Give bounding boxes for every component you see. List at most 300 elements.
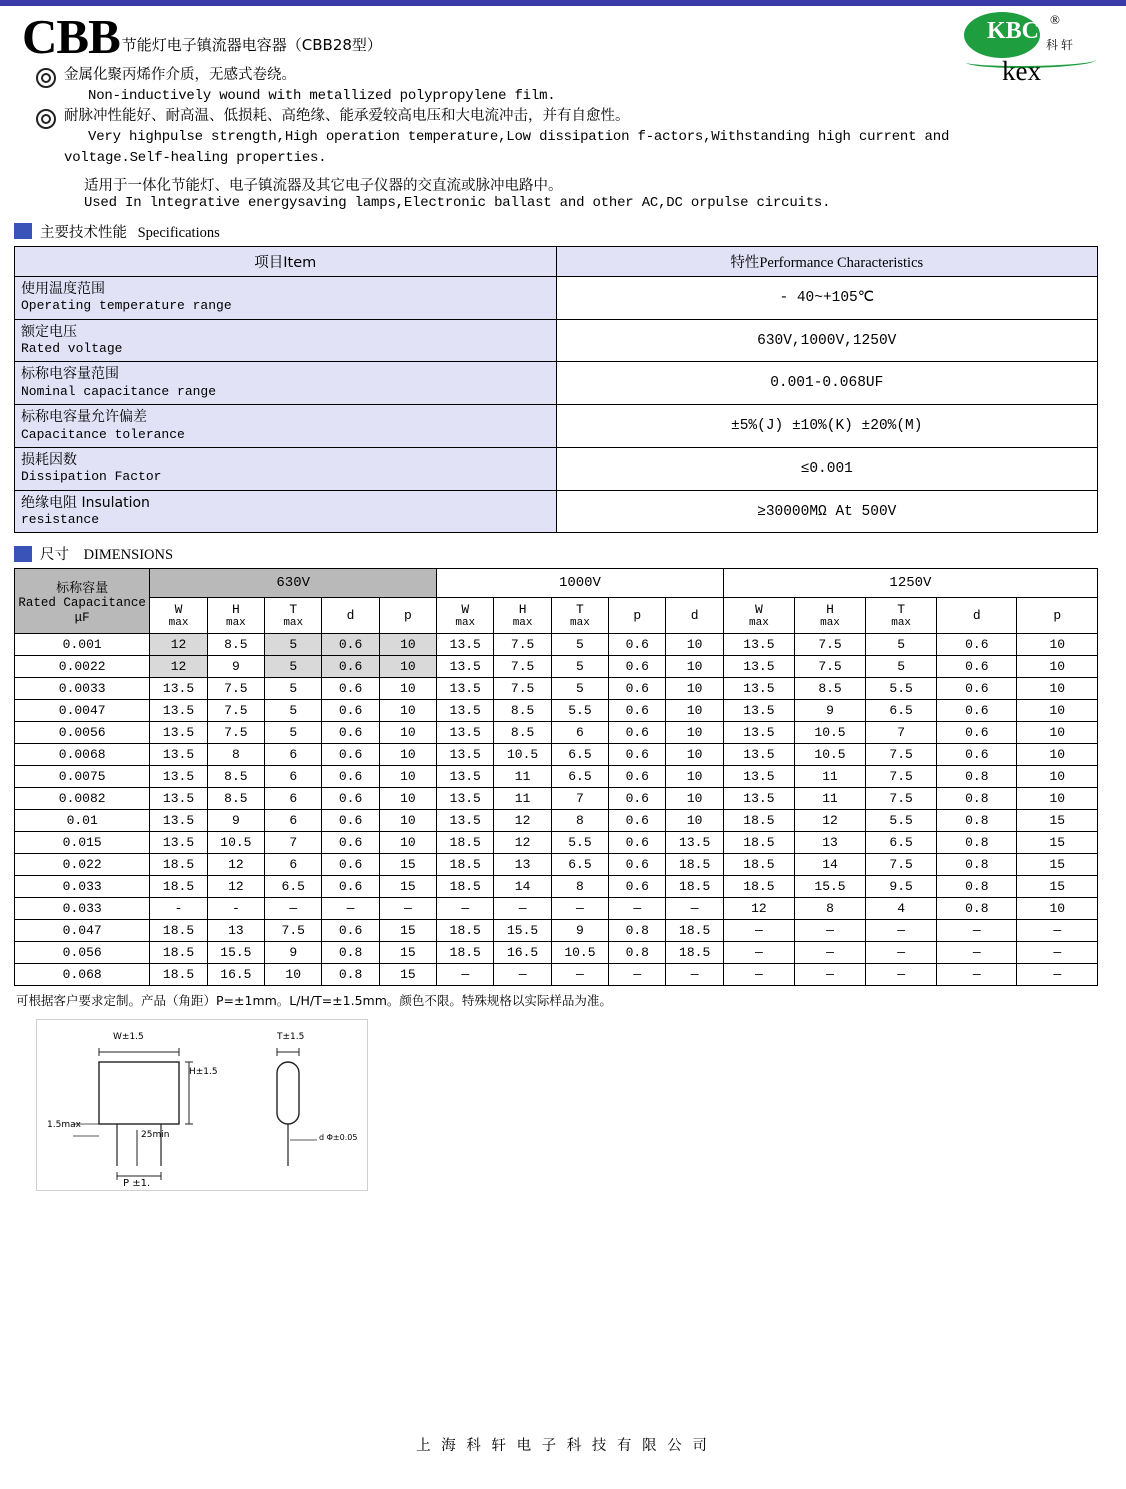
spec-label-en: resistance <box>21 512 100 528</box>
dims-value-cell: 18.5 <box>150 854 207 876</box>
dims-capacitance-cell: 0.0068 <box>15 744 150 766</box>
dims-value-cell: 0.6 <box>322 634 379 656</box>
dims-value-cell: 13.5 <box>723 788 794 810</box>
table-row <box>15 964 1098 986</box>
dims-value-cell: 10 <box>666 810 723 832</box>
dims-value-cell: — <box>866 964 937 986</box>
spec-label-cn: 绝缘电阻 Insulation <box>21 494 150 511</box>
table-row <box>15 766 1098 788</box>
dims-value-cell: 13.5 <box>723 678 794 700</box>
dims-value-cell: 6.5 <box>551 744 608 766</box>
table-row <box>15 319 1098 362</box>
max-label: max <box>570 617 590 630</box>
dims-value-cell: — <box>494 898 551 920</box>
cap-header-en2: μF <box>74 610 90 625</box>
spec-row-label-5 <box>15 490 557 533</box>
dims-value-cell: 10 <box>379 766 436 788</box>
max-label: max <box>168 617 189 630</box>
dims-value-cell: 0.6 <box>937 678 1017 700</box>
dims-value-cell: 10 <box>1017 788 1098 810</box>
dims-value-cell: 0.8 <box>937 766 1017 788</box>
dims-value-cell: 5 <box>551 678 608 700</box>
dims-capacitance-cell: 0.0033 <box>15 678 150 700</box>
table-row <box>15 722 1098 744</box>
dims-value-cell: 18.5 <box>437 876 494 898</box>
table-row <box>15 810 1098 832</box>
spec-section-heading <box>14 221 1126 242</box>
spec-header-performance <box>556 246 1098 276</box>
dims-value-cell: 5.5 <box>551 700 608 722</box>
dims-capacitance-cell: 0.068 <box>15 964 150 986</box>
dims-value-cell: 7.5 <box>494 678 551 700</box>
dims-value-cell: 12 <box>494 832 551 854</box>
max-label: max <box>512 617 533 630</box>
drawing-label-h: H±1.5 <box>189 1067 218 1078</box>
dims-value-cell: 0.6 <box>609 766 666 788</box>
dims-value-cell: 15.5 <box>207 942 264 964</box>
dims-value-cell: 8 <box>207 744 264 766</box>
dims-value-cell: 0.6 <box>322 832 379 854</box>
dims-value-cell: 9 <box>207 656 264 678</box>
dims-value-cell: 12 <box>207 876 264 898</box>
table-row <box>15 634 1098 656</box>
max-label: max <box>749 617 769 630</box>
dims-value-cell: 0.6 <box>322 788 379 810</box>
subheader-label: T <box>897 602 906 618</box>
dims-value-cell: 10 <box>265 964 322 986</box>
subheader-630-W <box>150 598 207 634</box>
dims-value-cell: 0.6 <box>609 854 666 876</box>
dims-value-cell: — <box>723 942 794 964</box>
dims-value-cell: 7 <box>551 788 608 810</box>
dims-value-cell: 13.5 <box>437 766 494 788</box>
dims-value-cell: 18.5 <box>150 942 207 964</box>
dims-value-cell: 13 <box>794 832 865 854</box>
subheader-1250-W <box>723 598 794 634</box>
dims-value-cell: — <box>609 898 666 920</box>
dims-value-cell: 0.6 <box>937 744 1017 766</box>
section-marker-icon <box>14 223 32 239</box>
dims-value-cell: 18.5 <box>666 854 723 876</box>
dims-value-cell: 0.6 <box>322 656 379 678</box>
dims-value-cell: 0.8 <box>937 854 1017 876</box>
dims-value-cell: 0.8 <box>937 898 1017 920</box>
spec-label-en: Dissipation Factor <box>21 469 162 485</box>
dims-value-cell: 15 <box>379 942 436 964</box>
specifications-table <box>14 246 1098 534</box>
table-row <box>15 700 1098 722</box>
dims-value-cell: 7.5 <box>794 656 865 678</box>
dims-value-cell: 6 <box>265 810 322 832</box>
spec-row-label-3 <box>15 405 557 448</box>
dims-value-cell: 5 <box>265 634 322 656</box>
dims-value-cell: 18.5 <box>437 920 494 942</box>
dims-value-cell: 10 <box>1017 766 1098 788</box>
dims-value-cell: 12 <box>150 634 207 656</box>
dims-value-cell: 9 <box>207 810 264 832</box>
dims-value-cell: - <box>207 898 264 920</box>
dims-value-cell: 0.6 <box>609 810 666 832</box>
dims-value-cell: 10 <box>379 678 436 700</box>
dims-value-cell: 13.5 <box>723 700 794 722</box>
dims-value-cell: 0.8 <box>322 964 379 986</box>
drawing-label-w: W±1.5 <box>113 1032 144 1043</box>
dims-value-cell: 13.5 <box>150 744 207 766</box>
title-row <box>22 9 1104 64</box>
dims-value-cell: 7.5 <box>494 634 551 656</box>
table-row <box>15 656 1098 678</box>
subheader-label: T <box>289 602 298 618</box>
dims-value-cell: 5 <box>265 722 322 744</box>
table-header-row <box>15 246 1098 276</box>
dims-value-cell: 13.5 <box>150 722 207 744</box>
dims-value-cell: 11 <box>794 766 865 788</box>
cap-header-en1: Rated Capacitance <box>18 595 146 610</box>
dims-value-cell: 6 <box>265 744 322 766</box>
dims-value-cell: 8.5 <box>494 722 551 744</box>
dims-value-cell: 7 <box>866 722 937 744</box>
dims-capacitance-cell: 0.047 <box>15 920 150 942</box>
usage-cn: 适用于一体化节能灯、电子镇流器及其它电子仪器的交直流或脉冲电路中。 <box>84 177 563 194</box>
dims-value-cell: 13.5 <box>150 788 207 810</box>
usage-block <box>22 174 1104 211</box>
dims-value-cell: 6 <box>265 788 322 810</box>
spec-row-value-1: 630V,1000V,1250V <box>556 319 1098 362</box>
dims-value-cell: 0.8 <box>609 942 666 964</box>
dims-capacitance-cell: 0.022 <box>15 854 150 876</box>
usage-en: Used In lntegrative energysaving lamps,Electronic ballast and other AC,DC orpulse circuits. <box>84 194 831 211</box>
dims-value-cell: 13.5 <box>437 810 494 832</box>
dims-value-cell: — <box>723 920 794 942</box>
dims-value-cell: — <box>494 964 551 986</box>
spec-header-item <box>15 246 557 276</box>
dims-heading-en: DIMENSIONS <box>83 547 174 564</box>
dims-value-cell: 0.6 <box>322 722 379 744</box>
dims-value-cell: 13 <box>207 920 264 942</box>
dims-value-cell: 7.5 <box>794 634 865 656</box>
dims-value-cell: 14 <box>494 876 551 898</box>
dims-value-cell: 10.5 <box>494 744 551 766</box>
dims-value-cell: 8.5 <box>207 788 264 810</box>
subheader-1250-d: d <box>937 598 1017 634</box>
dims-value-cell: 7.5 <box>866 766 937 788</box>
dims-value-cell: 13.5 <box>666 832 723 854</box>
dims-value-cell: 0.8 <box>609 920 666 942</box>
dims-value-cell: 7.5 <box>207 700 264 722</box>
dims-value-cell: 10 <box>1017 722 1098 744</box>
max-label: max <box>891 617 912 630</box>
dims-value-cell: — <box>1017 942 1098 964</box>
dims-value-cell: 5.5 <box>866 810 937 832</box>
dims-value-cell: 8 <box>551 876 608 898</box>
dims-value-cell: 7.5 <box>866 854 937 876</box>
spec-row-value-4: ≤0.001 <box>556 447 1098 490</box>
subheader-label: T <box>576 602 584 618</box>
table-row <box>15 405 1098 448</box>
dims-value-cell: 7.5 <box>265 920 322 942</box>
feature-2-en: Very highpulse strength,High operation temperature,Low dissipation f-actors,Withstanding high current and <box>88 129 950 146</box>
dims-value-cell: 8.5 <box>794 678 865 700</box>
max-label: max <box>820 617 840 630</box>
dims-value-cell: 10 <box>666 678 723 700</box>
dims-value-cell: 0.6 <box>322 920 379 942</box>
spec-label-cn: 标称电容量范围 <box>21 366 119 383</box>
dimensions-table <box>14 568 1098 986</box>
subheader-1000-H <box>494 598 551 634</box>
dims-value-cell: 7.5 <box>207 678 264 700</box>
dims-value-cell: 10 <box>379 722 436 744</box>
table-row <box>15 490 1098 533</box>
dims-value-cell: 0.6 <box>609 788 666 810</box>
dims-value-cell: 0.6 <box>609 744 666 766</box>
dims-capacitance-cell: 0.0075 <box>15 766 150 788</box>
subheader-630-H <box>207 598 264 634</box>
dims-capacitance-cell: 0.0082 <box>15 788 150 810</box>
page-header <box>0 6 1126 211</box>
dims-value-cell: 18.5 <box>150 920 207 942</box>
dims-value-cell: 10 <box>379 656 436 678</box>
dims-value-cell: 6.5 <box>866 832 937 854</box>
dims-value-cell: 0.6 <box>322 854 379 876</box>
dims-value-cell: — <box>437 898 494 920</box>
table-row <box>15 788 1098 810</box>
spec-heading-en: Specifications <box>137 224 220 241</box>
subheader-1250-T <box>866 598 937 634</box>
dims-value-cell: 8 <box>794 898 865 920</box>
spec-row-label-4 <box>15 447 557 490</box>
dims-value-cell: — <box>322 898 379 920</box>
dims-value-cell: 10 <box>1017 700 1098 722</box>
subheader-630-p: p <box>379 598 436 634</box>
registered-trademark-icon: ® <box>1050 12 1060 27</box>
dims-value-cell: 15 <box>379 876 436 898</box>
subheader-1000-d: d <box>666 598 723 634</box>
dims-value-cell: 0.6 <box>322 810 379 832</box>
dims-value-cell: — <box>265 898 322 920</box>
dims-value-cell: 13.5 <box>150 810 207 832</box>
feature-item-1 <box>22 65 1104 106</box>
dims-capacitance-header <box>15 569 150 634</box>
dims-capacitance-cell: 0.033 <box>15 898 150 920</box>
dims-value-cell: 13.5 <box>723 744 794 766</box>
dims-value-cell: — <box>866 920 937 942</box>
dims-value-cell: 13.5 <box>150 766 207 788</box>
dims-value-cell: 14 <box>794 854 865 876</box>
feature-1-cn: 金属化聚丙烯作介质，无感式卷绕。 <box>64 67 296 83</box>
dims-value-cell: 18.5 <box>150 964 207 986</box>
dims-value-cell: 10.5 <box>551 942 608 964</box>
logo-mark-text: KBC <box>986 18 1039 44</box>
dims-value-cell: 18.5 <box>437 854 494 876</box>
dims-value-cell: 6.5 <box>551 854 608 876</box>
max-label: max <box>225 617 246 630</box>
dims-value-cell: 9 <box>794 700 865 722</box>
dims-value-cell: 16.5 <box>494 942 551 964</box>
section-marker-icon <box>14 546 32 562</box>
dims-capacitance-cell: 0.0047 <box>15 700 150 722</box>
table-row <box>15 854 1098 876</box>
dims-value-cell: 5 <box>866 634 937 656</box>
dims-value-cell: 8 <box>551 810 608 832</box>
max-label: max <box>455 617 476 630</box>
subheader-label: H <box>231 602 240 618</box>
subheader-label: H <box>826 602 834 618</box>
dims-value-cell: 5 <box>551 656 608 678</box>
dims-value-cell: 11 <box>494 766 551 788</box>
dims-value-cell: — <box>1017 964 1098 986</box>
dims-value-cell: 15 <box>1017 876 1098 898</box>
dimensions-note: 可根据客户要求定制。产品（角距）P=±1mm。L/H/T=±1.5mm。颜色不限。特殊规格以实际样品为准。 <box>16 993 612 1009</box>
dims-value-cell: 18.5 <box>666 920 723 942</box>
dims-value-cell: 15.5 <box>794 876 865 898</box>
dims-value-cell: 10 <box>666 700 723 722</box>
dims-capacitance-cell: 0.01 <box>15 810 150 832</box>
dims-value-cell: 13.5 <box>723 634 794 656</box>
dims-value-cell: — <box>937 920 1017 942</box>
dims-value-cell: 10 <box>379 832 436 854</box>
spec-label-en: Nominal capacitance range <box>21 383 217 399</box>
dims-value-cell: 13.5 <box>437 722 494 744</box>
dimensions-table-body <box>15 634 1098 986</box>
spec-header-perf-en: Performance Characteristics <box>759 254 924 271</box>
company-logo <box>950 10 1100 84</box>
dims-subheader-row <box>15 598 1098 634</box>
voltage-group-1000: 1000V <box>437 569 724 598</box>
dims-value-cell: 12 <box>207 854 264 876</box>
dims-value-cell: 7.5 <box>866 788 937 810</box>
dims-value-cell: 0.8 <box>937 876 1017 898</box>
bullet-icon <box>36 109 56 129</box>
dims-value-cell: 13 <box>494 854 551 876</box>
spec-row-label-2 <box>15 362 557 405</box>
dims-value-cell: — <box>666 964 723 986</box>
table-row <box>15 832 1098 854</box>
dims-value-cell: 11 <box>794 788 865 810</box>
subheader-label: W <box>755 602 763 618</box>
dims-value-cell: 18.5 <box>723 876 794 898</box>
spec-label-en: Operating temperature range <box>21 298 232 314</box>
dims-value-cell: 0.8 <box>322 942 379 964</box>
dims-value-cell: 13.5 <box>437 634 494 656</box>
feature-1-en: Non-inductively wound with metallized polypropylene film. <box>88 88 556 105</box>
dims-value-cell: 10 <box>1017 744 1098 766</box>
dims-value-cell: 13.5 <box>150 678 207 700</box>
dims-value-cell: 7 <box>265 832 322 854</box>
dims-value-cell: 10 <box>666 656 723 678</box>
dims-value-cell: 8.5 <box>207 634 264 656</box>
dims-heading-cn: 尺寸 <box>40 547 69 564</box>
dims-value-cell: 7.5 <box>494 656 551 678</box>
dims-value-cell: 10 <box>666 744 723 766</box>
dims-value-cell: 10 <box>379 744 436 766</box>
dims-value-cell: 0.6 <box>322 876 379 898</box>
dims-value-cell: 10 <box>379 788 436 810</box>
dims-value-cell: 0.6 <box>322 678 379 700</box>
spec-row-value-0: - 40~+105℃ <box>556 276 1098 319</box>
dims-value-cell: 5 <box>866 656 937 678</box>
spec-row-label-1 <box>15 319 557 362</box>
spec-header-item-en: Item <box>283 254 317 271</box>
dims-value-cell: 9 <box>265 942 322 964</box>
dims-value-cell: 18.5 <box>723 810 794 832</box>
dims-value-cell: 15.5 <box>494 920 551 942</box>
dims-value-cell: 15 <box>1017 810 1098 832</box>
dims-value-cell: — <box>794 964 865 986</box>
dims-value-cell: — <box>551 898 608 920</box>
subheader-label: W <box>461 602 470 618</box>
table-row <box>15 898 1098 920</box>
feature-2-cn: 耐脉冲性能好、耐高温、低损耗、高绝缘、能承爱较高电压和大电流冲击，并有自愈性。 <box>64 108 630 125</box>
dims-value-cell: 10 <box>666 788 723 810</box>
dims-value-cell: — <box>609 964 666 986</box>
subheader-1250-H <box>794 598 865 634</box>
dims-value-cell: 18.5 <box>437 942 494 964</box>
dims-capacitance-cell: 0.015 <box>15 832 150 854</box>
dims-value-cell: 13.5 <box>437 656 494 678</box>
dims-value-cell: 6 <box>551 722 608 744</box>
dims-capacitance-cell: 0.0056 <box>15 722 150 744</box>
dims-value-cell: — <box>937 964 1017 986</box>
feature-list <box>22 65 1104 211</box>
dims-value-cell: 7.5 <box>207 722 264 744</box>
feature-item-2 <box>22 106 1104 168</box>
dims-value-cell: 0.6 <box>609 678 666 700</box>
table-row <box>15 942 1098 964</box>
dims-value-cell: 10.5 <box>207 832 264 854</box>
cap-header-cn: 标称容量 <box>56 580 109 596</box>
dims-value-cell: 10.5 <box>794 744 865 766</box>
spec-heading-cn: 主要技术性能 <box>40 224 127 241</box>
dims-value-cell: 0.8 <box>937 810 1017 832</box>
dims-value-cell: — <box>794 920 865 942</box>
dims-value-cell: 5 <box>551 634 608 656</box>
dims-value-cell: 0.6 <box>609 634 666 656</box>
dims-value-cell: 18.5 <box>723 832 794 854</box>
table-row <box>15 920 1098 942</box>
dims-value-cell: 15 <box>1017 854 1098 876</box>
dims-value-cell: 0.6 <box>937 722 1017 744</box>
drawing-label-lead: 1.5max <box>47 1120 81 1131</box>
subheader-label: W <box>174 602 183 618</box>
page-subtitle: 节能灯电子镇流器电容器（CBB28型） <box>121 36 382 54</box>
dims-value-cell: 10 <box>379 634 436 656</box>
dims-capacitance-cell: 0.001 <box>15 634 150 656</box>
dims-value-cell: 9.5 <box>866 876 937 898</box>
dims-value-cell: 5 <box>265 678 322 700</box>
dims-value-cell: 18.5 <box>150 876 207 898</box>
dims-value-cell: — <box>666 898 723 920</box>
dims-value-cell: 16.5 <box>207 964 264 986</box>
spec-label-cn: 损耗因数 <box>21 451 77 468</box>
table-row <box>15 876 1098 898</box>
voltage-group-630: 630V <box>150 569 437 598</box>
mechanical-drawing <box>36 1019 368 1191</box>
dims-value-cell: 10 <box>666 634 723 656</box>
dims-value-cell: 15 <box>379 920 436 942</box>
dims-value-cell: — <box>794 942 865 964</box>
dims-value-cell: 0.6 <box>609 832 666 854</box>
dims-value-cell: 13.5 <box>437 700 494 722</box>
dims-value-cell: 0.6 <box>322 766 379 788</box>
dims-value-cell: 10 <box>1017 656 1098 678</box>
dims-value-cell: 10 <box>666 766 723 788</box>
dims-value-cell: 0.6 <box>937 700 1017 722</box>
subheader-1000-W <box>437 598 494 634</box>
dims-value-cell: 8.5 <box>207 766 264 788</box>
bullet-icon <box>36 68 56 88</box>
dims-value-cell: — <box>937 942 1017 964</box>
dims-value-cell: 15 <box>379 854 436 876</box>
